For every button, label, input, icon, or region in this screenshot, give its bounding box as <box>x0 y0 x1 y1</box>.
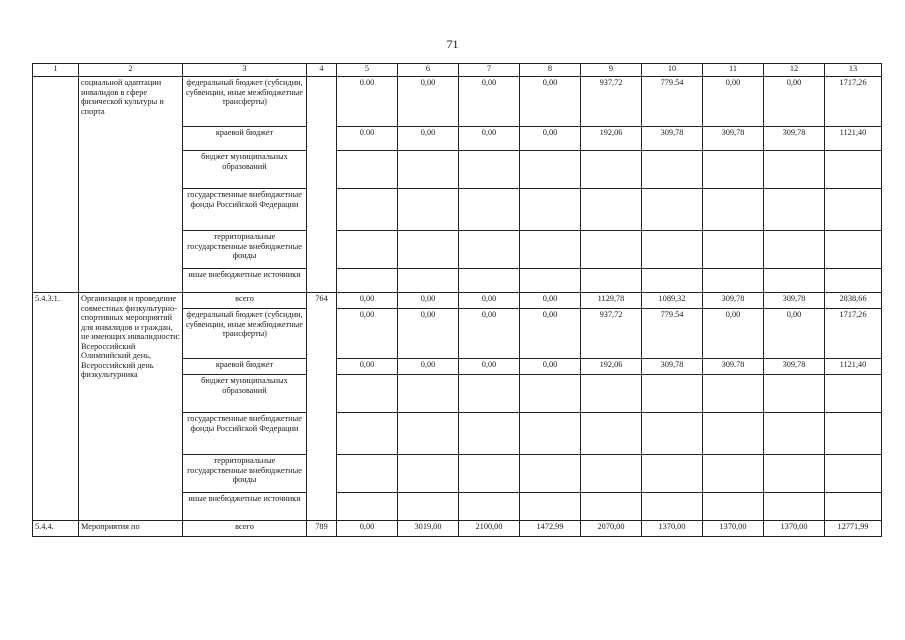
empty-cell <box>825 493 882 521</box>
empty-cell <box>520 189 581 231</box>
empty-cell <box>337 189 398 231</box>
budget-table <box>32 63 882 537</box>
value-cell: 1121,40 <box>825 359 882 375</box>
column-4-value: 789 <box>307 521 337 537</box>
funding-source: всего <box>183 293 307 309</box>
column-header: 4 <box>307 64 337 77</box>
column-header: 5 <box>337 64 398 77</box>
value-cell: 0,00 <box>520 359 581 375</box>
value-cell: 309.78 <box>703 359 764 375</box>
value-cell: 309,78 <box>764 293 825 309</box>
empty-cell <box>764 375 825 413</box>
item-name: социальной адаптации инвалидов в сфере физической культуры и спорта <box>79 77 183 293</box>
empty-cell <box>520 269 581 293</box>
empty-cell <box>581 493 642 521</box>
value-cell: 779.54 <box>642 309 703 359</box>
empty-cell <box>398 413 459 455</box>
column-header: 7 <box>459 64 520 77</box>
funding-source: государственные внебюджетные фонды Российской Федерации <box>183 413 307 455</box>
value-cell: 0,00 <box>398 127 459 151</box>
empty-cell <box>581 455 642 493</box>
column-4-value: 764 <box>307 293 337 521</box>
empty-cell <box>703 189 764 231</box>
value-cell: 3019,00 <box>398 521 459 537</box>
item-code <box>33 77 79 293</box>
value-cell: 2070,00 <box>581 521 642 537</box>
empty-cell <box>337 455 398 493</box>
value-cell: 0,00 <box>520 309 581 359</box>
empty-cell <box>764 455 825 493</box>
item-name: Организация и проведение совместных физкультурно-спортивных мероприятий для инвалидов и граждан, не имеющих инвалидности: Всероссийский Олимпийский день, Всероссийский день физкультурника <box>79 293 183 521</box>
value-cell: 309,78 <box>764 359 825 375</box>
empty-cell <box>459 189 520 231</box>
value-cell: 0.00 <box>337 77 398 127</box>
column-header: 10 <box>642 64 703 77</box>
empty-cell <box>703 231 764 269</box>
empty-cell <box>642 375 703 413</box>
value-cell: 1717,26 <box>825 77 882 127</box>
empty-cell <box>398 455 459 493</box>
empty-cell <box>459 455 520 493</box>
value-cell: 937,72 <box>581 77 642 127</box>
value-cell: 309,78 <box>642 127 703 151</box>
empty-cell <box>703 375 764 413</box>
empty-cell <box>520 455 581 493</box>
empty-cell <box>825 151 882 189</box>
value-cell: 937,72 <box>581 309 642 359</box>
value-cell: 0.00 <box>337 127 398 151</box>
value-cell: 1370,00 <box>764 521 825 537</box>
value-cell: 2838,66 <box>825 293 882 309</box>
value-cell: 2100,00 <box>459 521 520 537</box>
empty-cell <box>825 455 882 493</box>
table-row <box>33 293 882 309</box>
column-header: 11 <box>703 64 764 77</box>
value-cell: 0,00 <box>459 309 520 359</box>
value-cell: 0,00 <box>398 293 459 309</box>
empty-cell <box>642 151 703 189</box>
empty-cell <box>825 375 882 413</box>
empty-cell <box>337 413 398 455</box>
value-cell: 0,00 <box>520 293 581 309</box>
empty-cell <box>520 413 581 455</box>
value-cell: 0,00 <box>520 127 581 151</box>
empty-cell <box>459 151 520 189</box>
value-cell: 0,00 <box>459 77 520 127</box>
item-code: 5.4.3.1. <box>33 293 79 521</box>
empty-cell <box>520 375 581 413</box>
value-cell: 192,06 <box>581 359 642 375</box>
empty-cell <box>825 189 882 231</box>
empty-cell <box>764 231 825 269</box>
table-row <box>33 77 882 127</box>
empty-cell <box>642 413 703 455</box>
empty-cell <box>764 413 825 455</box>
value-cell: 12771,99 <box>825 521 882 537</box>
value-cell: 1129,78 <box>581 293 642 309</box>
empty-cell <box>642 269 703 293</box>
column-header: 12 <box>764 64 825 77</box>
empty-cell <box>825 231 882 269</box>
page-number: 71 <box>446 37 459 51</box>
empty-cell <box>581 269 642 293</box>
value-cell: 0,00 <box>459 359 520 375</box>
value-cell: 1370,00 <box>642 521 703 537</box>
empty-cell <box>398 189 459 231</box>
value-cell: 1370,00 <box>703 521 764 537</box>
column-header: 6 <box>398 64 459 77</box>
empty-cell <box>459 413 520 455</box>
funding-source: территориальные государственные внебюджетные фонды <box>183 231 307 269</box>
value-cell: 0,00 <box>337 309 398 359</box>
value-cell: 0,00 <box>764 309 825 359</box>
empty-cell <box>398 493 459 521</box>
value-cell: 0,00 <box>459 293 520 309</box>
empty-cell <box>703 151 764 189</box>
empty-cell <box>520 493 581 521</box>
table-row <box>33 521 882 537</box>
empty-cell <box>398 151 459 189</box>
item-name: Мероприятия по <box>79 521 183 537</box>
column-header: 8 <box>520 64 581 77</box>
value-cell: 1472,99 <box>520 521 581 537</box>
value-cell: 0,00 <box>337 521 398 537</box>
funding-source: территориальные государственные внебюджетные фонды <box>183 455 307 493</box>
empty-cell <box>642 231 703 269</box>
value-cell: 0,00 <box>703 309 764 359</box>
empty-cell <box>581 375 642 413</box>
empty-cell <box>337 151 398 189</box>
empty-cell <box>703 269 764 293</box>
column-header: 9 <box>581 64 642 77</box>
value-cell: 192,06 <box>581 127 642 151</box>
empty-cell <box>520 231 581 269</box>
empty-cell <box>764 269 825 293</box>
value-cell: 0,00 <box>398 309 459 359</box>
funding-source: иные внебюджетные источники <box>183 493 307 521</box>
empty-cell <box>337 269 398 293</box>
funding-source: всего <box>183 521 307 537</box>
funding-source: краевой бюджет <box>183 127 307 151</box>
value-cell: 309,78 <box>703 127 764 151</box>
empty-cell <box>398 375 459 413</box>
empty-cell <box>825 269 882 293</box>
value-cell: 0,00 <box>459 127 520 151</box>
empty-cell <box>459 269 520 293</box>
funding-source: бюджет муниципальных образований <box>183 375 307 413</box>
value-cell: 309,78 <box>703 293 764 309</box>
empty-cell <box>459 231 520 269</box>
value-cell: 309,78 <box>642 359 703 375</box>
value-cell: 0,00 <box>337 359 398 375</box>
empty-cell <box>764 493 825 521</box>
empty-cell <box>581 231 642 269</box>
empty-cell <box>642 189 703 231</box>
column-header: 13 <box>825 64 882 77</box>
empty-cell <box>703 455 764 493</box>
empty-cell <box>337 375 398 413</box>
value-cell: 0,00 <box>398 359 459 375</box>
value-cell: 1121,40 <box>825 127 882 151</box>
empty-cell <box>337 231 398 269</box>
empty-cell <box>459 493 520 521</box>
empty-cell <box>825 413 882 455</box>
value-cell: 0,00 <box>703 77 764 127</box>
empty-cell <box>642 493 703 521</box>
funding-source: федеральный бюджет (субсидии, субвенции, иные межбюджетные трансферты) <box>183 309 307 359</box>
empty-cell <box>581 189 642 231</box>
value-cell: 779.54 <box>642 77 703 127</box>
column-header: 2 <box>79 64 183 77</box>
value-cell: 0,00 <box>398 77 459 127</box>
empty-cell <box>642 455 703 493</box>
value-cell: 309,78 <box>764 127 825 151</box>
header-row <box>33 64 882 77</box>
item-code: 5.4.4. <box>33 521 79 537</box>
empty-cell <box>581 413 642 455</box>
funding-source: бюджет муниципальных образований <box>183 151 307 189</box>
funding-source: иные внебюджетные источники <box>183 269 307 293</box>
value-cell: 0,00 <box>520 77 581 127</box>
empty-cell <box>459 375 520 413</box>
empty-cell <box>398 231 459 269</box>
funding-source: федеральный бюджет (субсидии, субвенции, иные межбюджетные трансферты) <box>183 77 307 127</box>
value-cell: 1717,26 <box>825 309 882 359</box>
value-cell: 0,00 <box>764 77 825 127</box>
column-header: 1 <box>33 64 79 77</box>
funding-source: государственные внебюджетные фонды Российской Федерации <box>183 189 307 231</box>
empty-cell <box>581 151 642 189</box>
empty-cell <box>703 493 764 521</box>
funding-source: краевой бюджет <box>183 359 307 375</box>
empty-cell <box>764 189 825 231</box>
empty-cell <box>703 413 764 455</box>
empty-cell <box>398 269 459 293</box>
value-cell: 1089,32 <box>642 293 703 309</box>
column-header: 3 <box>183 64 307 77</box>
value-cell: 0,00 <box>337 293 398 309</box>
column-4-value <box>307 77 337 293</box>
empty-cell <box>337 493 398 521</box>
empty-cell <box>764 151 825 189</box>
empty-cell <box>520 151 581 189</box>
